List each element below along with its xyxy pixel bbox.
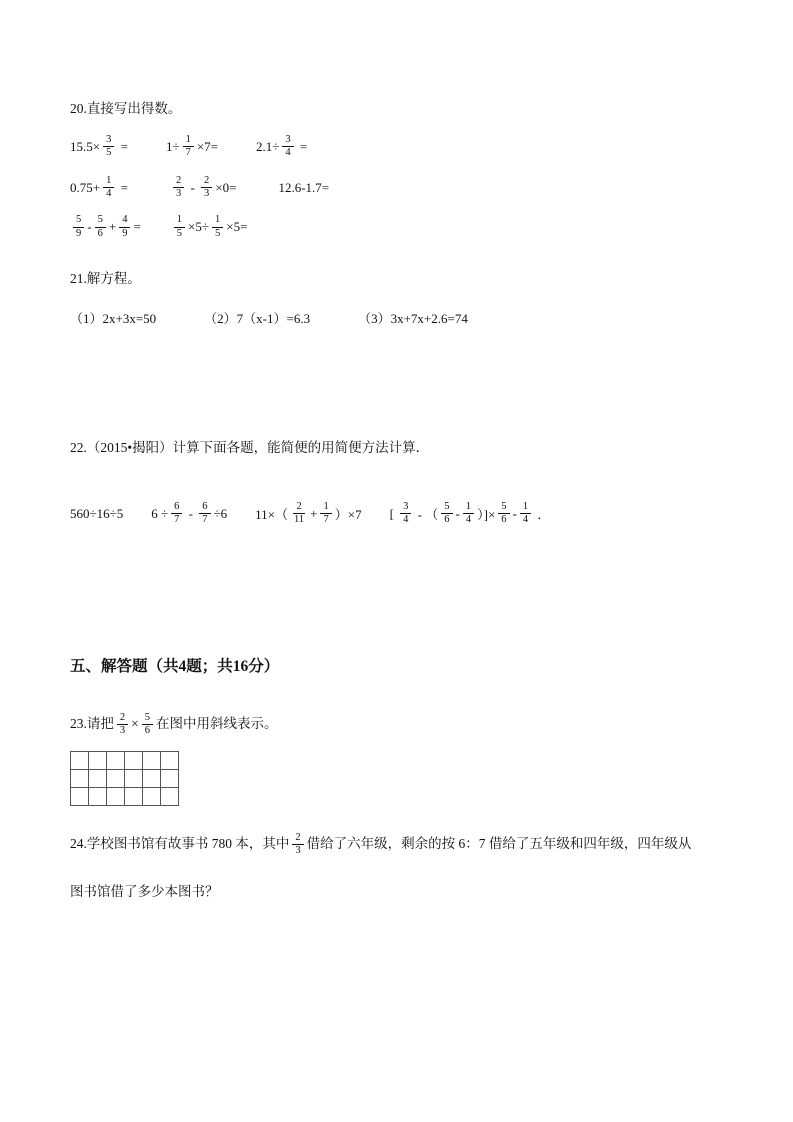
grid-cell <box>161 788 179 806</box>
fraction: $\frac{1}{7}$ <box>320 501 331 526</box>
fraction: $\frac{3}{5}$ <box>103 134 114 159</box>
question-24 <box>70 832 723 902</box>
q23-text <box>70 712 723 737</box>
fraction: $\frac{4}{9}$ <box>119 214 130 239</box>
math-expression: 15.5× $\frac{3}{5}$ = <box>70 134 128 159</box>
grid-cell <box>143 752 161 770</box>
fraction: $\frac{1}{5}$ <box>174 214 185 239</box>
fraction: $\frac{1}{5}$ <box>212 214 223 239</box>
q20-row2 <box>70 175 723 200</box>
fraction: $\frac{2}{3}$ <box>173 175 184 200</box>
grid-cell <box>143 770 161 788</box>
math-expression: [ $\frac{3}{4}$ - （ $\frac{5}{6}$ - $\frac{1}{4}$ ）]× $\frac{5}{6}$ - $\frac{1}{4}$ ． <box>389 501 551 526</box>
fraction: $\frac{5}{6}$ <box>498 501 509 526</box>
math-expression: $\frac{2}{3}$ - $\frac{2}{3}$ ×0= <box>170 175 237 200</box>
grid-cell <box>89 752 107 770</box>
q20-row1 <box>70 134 723 159</box>
q24-text-line1 <box>70 832 723 857</box>
grid-cell <box>107 770 125 788</box>
grid-cell <box>107 752 125 770</box>
math-expression: 1÷ $\frac{1}{7}$ ×7= <box>165 134 218 159</box>
fraction: $\frac{3}{4}$ <box>400 501 411 526</box>
math-expression: 11×（ $\frac{2}{11}$ + $\frac{1}{7}$ ）×7 <box>255 501 362 526</box>
grid-cell <box>71 752 89 770</box>
math-expression: 图书馆借了多少本图书？ <box>70 884 219 900</box>
fraction: $\frac{5}{6}$ <box>95 214 106 239</box>
grid-cell <box>89 770 107 788</box>
q22-title: 22.（2015•揭阳）计算下面各题，能简便的用简便方法计算． <box>70 439 430 455</box>
grid-cell <box>125 788 143 806</box>
math-expression: 23.请把 $\frac{2}{3}$ × $\frac{5}{6}$ 在图中用斜线表示。 <box>70 712 278 737</box>
q20-title: 20.直接写出得数。 <box>70 101 182 116</box>
math-expression: 6 ÷ $\frac{6}{7}$ - $\frac{6}{7}$ ÷6 <box>151 501 228 526</box>
grid-cell <box>71 770 89 788</box>
q21-equations <box>70 308 723 327</box>
math-expression: 12.6-1.7= <box>278 179 330 195</box>
fraction: $\frac{6}{7}$ <box>199 501 210 526</box>
q23-answer-grid <box>70 751 179 806</box>
fraction: $\frac{5}{9}$ <box>73 214 84 239</box>
fraction: $\frac{1}{4}$ <box>103 175 114 200</box>
fraction: $\frac{1}{7}$ <box>183 134 194 159</box>
fraction: $\frac{2}{3}$ <box>117 712 128 737</box>
fraction: $\frac{5}{6}$ <box>441 501 452 526</box>
equation: （2）7（x-1）=6.3 <box>204 310 311 326</box>
fraction: $\frac{1}{4}$ <box>520 501 531 526</box>
equation: （1）2x+3x=50 <box>70 310 157 326</box>
grid-cell <box>107 788 125 806</box>
q20-row3 <box>70 214 723 239</box>
math-expression: 24.学校图书馆有故事书 780 本，其中 $\frac{2}{3}$ 借给了六年级，剩余的按 6：7 借给了五年级和四年级，四年级从 <box>70 832 692 857</box>
grid-cell <box>161 752 179 770</box>
fraction: $\frac{2}{3}$ <box>201 175 212 200</box>
section5-heading: 五、解答题（共4题；共16分） <box>70 658 280 676</box>
math-expression: 2.1÷ $\frac{3}{4}$ = <box>256 134 308 159</box>
equation: （3）3x+7x+2.6=74 <box>358 310 468 326</box>
q24-text-line2 <box>70 883 723 902</box>
q21-title: 21.解方程。 <box>70 270 141 286</box>
grid-cell <box>71 788 89 806</box>
fraction: $\frac{2}{11}$ <box>294 501 305 526</box>
fraction: $\frac{5}{6}$ <box>142 712 153 737</box>
fraction: $\frac{6}{7}$ <box>171 501 182 526</box>
math-expression: $\frac{1}{5}$ ×5÷ $\frac{1}{5}$ ×5= <box>171 214 248 239</box>
fraction: $\frac{2}{3}$ <box>292 832 303 857</box>
math-expression: $\frac{5}{9}$ - $\frac{5}{6}$ + $\frac{4}{9}$ = <box>70 214 141 239</box>
math-expression: 0.75+ $\frac{1}{4}$ = <box>70 175 128 200</box>
q22-expressions <box>70 501 723 526</box>
math-expression: 560÷16÷5 <box>70 505 124 521</box>
fraction: $\frac{3}{4}$ <box>282 134 293 159</box>
grid-cell <box>89 788 107 806</box>
grid-cell <box>125 770 143 788</box>
fraction: $\frac{1}{4}$ <box>463 501 474 526</box>
grid-cell <box>143 788 161 806</box>
grid-cell <box>125 752 143 770</box>
grid-cell <box>161 770 179 788</box>
